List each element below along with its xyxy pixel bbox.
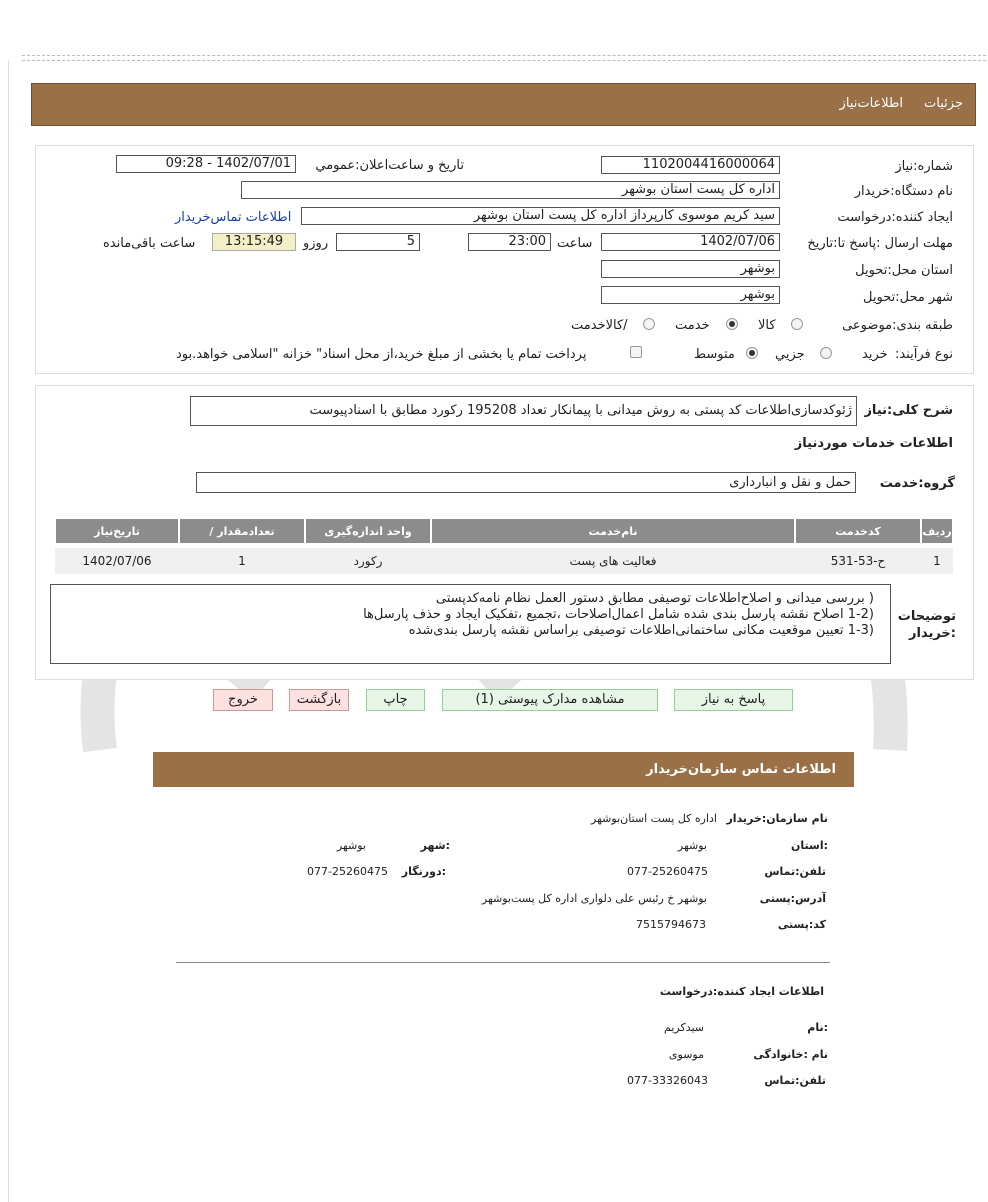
treasury-payment-note: پرداخت تمام یا بخشی از مبلغ خرید،از محل اسناد" خزانه "اسلامی خواهد.بود	[176, 347, 587, 362]
reply-button[interactable]: پاسخ به نیاز	[674, 689, 793, 711]
org-name-label: نام سازمان:خریدار	[726, 812, 828, 825]
category-service-radio[interactable]	[726, 318, 738, 330]
org-phone-value: 077-25260475	[627, 865, 708, 878]
creator-label: ایجاد کننده:درخواست	[837, 210, 953, 225]
buyer-notes-label: توضیحات :خریدار	[897, 609, 956, 641]
deadline-label: مهلت ارسال :پاسخ تا:تاریخ	[807, 236, 953, 251]
process-minor-label: جزيي	[775, 347, 805, 362]
need-number-field: 1102004416000064	[601, 156, 780, 174]
process-minor-radio[interactable]	[820, 347, 832, 359]
org-address-value: بوشهر خ رئیس علی دلواری اداره کل پست‌بوشهر	[481, 892, 707, 905]
org-fax-value: 077-25260475	[307, 865, 388, 878]
remaining-time-field: 13:15:49	[212, 233, 296, 251]
days-label: روزو	[303, 236, 329, 251]
category-label: طبقه بندی:موضوعی	[842, 318, 953, 333]
view-attachments-button[interactable]: مشاهده مدارک پیوستی (1)	[442, 689, 658, 711]
service-group-field: حمل و نقل و انبارداری	[196, 472, 856, 493]
creator-first-name-label: :نام	[807, 1021, 828, 1034]
services-table	[55, 518, 953, 574]
org-contact-title: اطلاعات تماس سازمان‌خریدار	[646, 762, 836, 777]
print-button[interactable]: چاپ	[366, 689, 425, 711]
org-section-divider	[176, 962, 830, 963]
table-row-1-code: ح-53-531	[795, 548, 921, 574]
category-goods-label: کالا	[758, 318, 776, 333]
org-city-label: :شهر	[420, 839, 450, 852]
col-header-service-code: کدخدمت	[795, 518, 921, 544]
creator-first-name-value: سیدکریم	[664, 1021, 704, 1034]
org-city-value: بوشهر	[336, 839, 366, 852]
org-address-label: آدرس:پستی	[759, 892, 826, 905]
table-row-1-name: فعالیت های پست	[431, 548, 795, 574]
announce-field: 1402/07/01 - 09:28	[116, 155, 296, 173]
buyer-notes-line-2: (1-2 اصلاح نقشه پارسل بندی شده شامل اعمال‌اصلاحات ،تجمیع ،تفکیک ایجاد و حذف پارسل‌ها	[363, 607, 874, 622]
creator-field: سید کریم موسوی کارپرداز اداره کل پست استان بوشهر	[301, 207, 780, 225]
summary-label: شرح کلی:نیاز	[864, 403, 953, 418]
org-contact-header	[153, 752, 854, 787]
deadline-date-field: 1402/07/06	[601, 233, 780, 251]
buyer-notes-line-3: (1-3 تعیین موقعیت مکانی ساختمانی‌اطلاعات توصیفی براساس نقشه پارسل بندی‌شده	[408, 623, 874, 638]
buyer-field: اداره کل پست استان بوشهر	[241, 181, 780, 199]
creator-last-name-label: نام :خانوادگی	[753, 1048, 828, 1061]
creator-phone-value: 077-33326043	[627, 1074, 708, 1087]
col-header-unit: واحد اندازه‌گیری	[305, 518, 431, 544]
process-type-label: نوع فرآیند:	[895, 347, 953, 362]
need-number-label: شماره:نیاز	[895, 159, 953, 174]
col-header-row-no: ردیف	[921, 518, 953, 544]
need-info-panel	[35, 145, 974, 374]
province-field: بوشهر	[601, 260, 780, 278]
org-phone-label: تلفن:تماس	[764, 865, 826, 878]
buyer-label: نام دستگاه:خریدار	[854, 184, 953, 199]
deadline-time-field: 23:00	[468, 233, 551, 251]
left-border	[8, 60, 9, 1202]
top-divider	[22, 55, 986, 61]
col-header-need-date: تاریخ‌نیاز	[55, 518, 179, 544]
col-header-service-name: نام‌خدمت	[431, 518, 795, 544]
category-service-label: خدمت	[675, 318, 710, 333]
services-title: اطلاعات خدمات موردنیاز	[794, 436, 953, 451]
days-field: 5	[336, 233, 420, 251]
buyer-notes-box	[50, 584, 891, 664]
org-province-value: بوشهر	[677, 839, 707, 852]
table-row-1-no: 1	[921, 548, 953, 574]
time-label: ساعت	[557, 236, 593, 251]
creator-info-title: اطلاعات ایجاد کننده:درخواست	[659, 985, 824, 998]
back-button[interactable]: بازگشت	[289, 689, 349, 711]
process-medium-radio[interactable]	[746, 347, 758, 359]
city-field: بوشهر	[601, 286, 780, 304]
org-postal-value: 7515794673	[636, 918, 706, 931]
table-row-1-date: 1402/07/06	[55, 548, 179, 574]
treasury-payment-checkbox[interactable]	[630, 346, 642, 358]
category-goods-service-label: /کالاخدمت	[571, 318, 628, 333]
buyer-notes-line-1: ( بررسی میدانی و اصلاح‌اطلاعات توصیفی مطابق دستور العمل نظام نامه‌کدپستی	[435, 591, 874, 606]
category-goods-radio[interactable]	[791, 318, 803, 330]
exit-button[interactable]: خروج	[213, 689, 273, 711]
tab-details[interactable]: جزئیات	[924, 96, 963, 111]
summary-field: ژئوکدسازی‌اطلاعات کد پستی به روش میدانی با پیمانکار تعداد 195208 رکورد مطابق با اسنادپیوست	[190, 396, 857, 426]
city-label: شهر محل:تحویل	[863, 290, 953, 305]
tab-need-info[interactable]: اطلاعات‌نیاز	[839, 96, 903, 111]
org-fax-label: :دورنگار	[401, 865, 446, 878]
page-header	[31, 83, 976, 126]
org-name-value: اداره کل پست استان‌بوشهر	[591, 812, 717, 825]
buyer-contact-link[interactable]: اطلاعات تماس‌خریدار	[175, 210, 292, 225]
announce-label: تاریخ و ساعت‌اعلان:عمومي	[315, 158, 464, 173]
service-group-label: گروه:خدمت	[879, 476, 955, 491]
process-buy-label: خرید	[862, 347, 888, 362]
org-postal-label: کد:پستی	[777, 918, 826, 931]
org-province-label: :استان	[791, 839, 828, 852]
remaining-label: ساعت باقی‌مانده	[103, 236, 196, 251]
province-label: استان محل:تحویل	[855, 263, 953, 278]
process-medium-label: متوسط	[694, 347, 735, 362]
table-row-1-unit: رکورد	[305, 548, 431, 574]
category-goods-service-radio[interactable]	[643, 318, 655, 330]
creator-phone-label: تلفن:تماس	[764, 1074, 826, 1087]
col-header-quantity: / تعدادمقدار	[179, 518, 305, 544]
table-row-1-qty: 1	[179, 548, 305, 574]
creator-last-name-value: موسوی	[668, 1048, 704, 1061]
